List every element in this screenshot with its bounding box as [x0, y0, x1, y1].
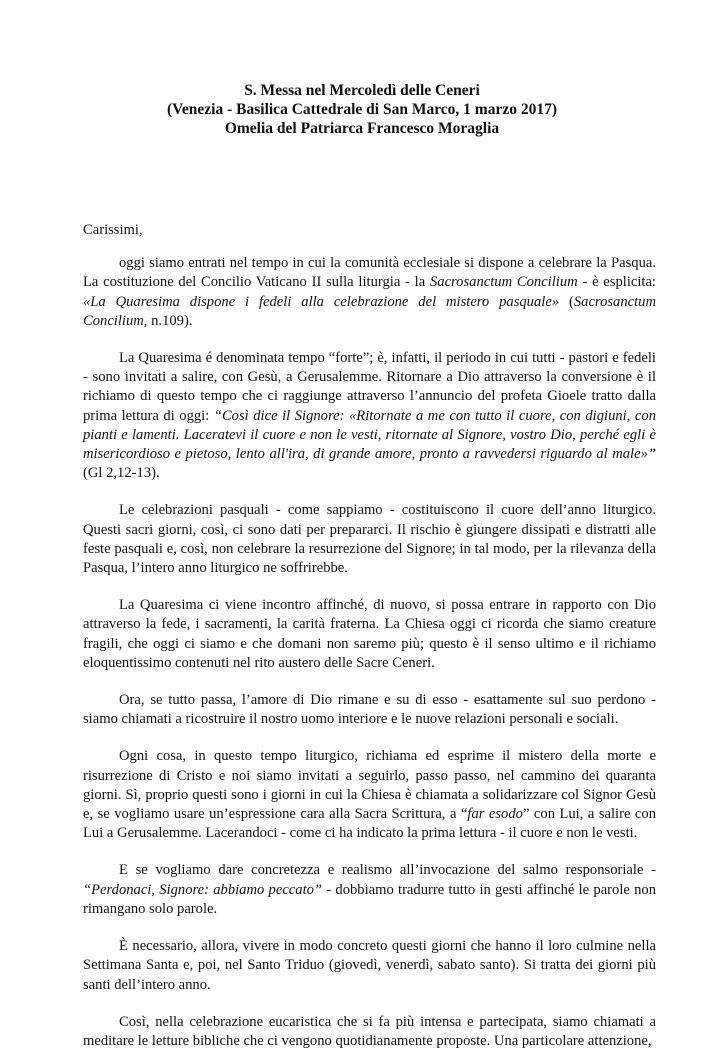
- p7-text-c: - dobbiamo tradurre tutto in gesti affinché le parole non rimangano solo parole.: [83, 881, 656, 917]
- p7-psalm-quote: “Perdonaci, Signore: abbiamo peccato”: [83, 881, 323, 898]
- p1-text-g: n.109).: [147, 312, 193, 329]
- paragraph-4: La Quaresima ci viene incontro affinché, di nuovo, si possa entrare in rapporto con Dio attraverso la fede, i sacramenti, la carità fraterna. La Chiesa oggi ci ricorda che siamo creature fragili, che oggi ci siamo e che domani non saremo più; questo è il senso ultimo e il richiamo eloquentissimo contenuti nel rito austero delle Sacre Ceneri.: [83, 597, 656, 671]
- title-line-1: S. Messa nel Mercoledì delle Ceneri: [244, 82, 480, 99]
- p2-quote: “Così dice il Signore: «Ritornate a me con tutto il cuore, con digiuni, con pianti e lamenti. Laceratevi il cuore e non le vesti, ritornate al Signore, vostro Dio, perché egli è misericordioso e pietoso, lento all'ira, di grande amore, pronto a ravvedersi riguardo al male»”: [83, 407, 656, 463]
- p1-italic-f: Sacrosanctum Concilium,: [83, 293, 657, 329]
- p7-text-a: E se vogliamo dare concretezza e realismo all’invocazione del salmo responsoriale -: [119, 862, 656, 879]
- paragraph-7: [83, 861, 656, 919]
- paragraph-8: È necessario, allora, vivere in modo concreto questi giorni che hanno il loro culmine nella Settimana Santa e, poi, nel Santo Triduo (giovedì, venerdì, sabato santo). Si tratta dei giorni più santi dell’intero anno.: [83, 938, 656, 993]
- p1-text-c: - è esplicita:: [577, 274, 656, 291]
- title-line-2: (Venezia - Basilica Cattedrale di San Marco, 1 marzo 2017): [166, 101, 558, 118]
- p6-text-c: ” con Lui, a salire con Lui a Gerusalemme. Lacerandoci - come ci ha indicato la prima lettura - il cuore e non le vesti.: [83, 806, 656, 842]
- salutation: Carissimi,: [83, 222, 143, 238]
- document-title: [0, 81, 724, 138]
- title-line-3: Omelia del Patriarca Francesco Moraglia: [224, 120, 500, 137]
- paragraph-1: [83, 254, 656, 331]
- paragraph-6: [83, 747, 656, 843]
- p2-text-a: La Quaresima é denominata tempo “forte”; è, infatti, il periodo in cui tutti - pastori e fedeli - sono invitati a salire, con Gesù, a Gerusalemme. Ritornare a Dio attraverso la conversione è il richiamo di questo tempo che ci raggiunge attraverso l’annuncio del profeta Gioele tratto dalla prima lettura di oggi:: [83, 350, 656, 424]
- paragraph-2: [83, 349, 656, 483]
- p1-text-a: oggi siamo entrati nel tempo in cui la comunità ecclesiale si dispone a celebrare la Pasqua. La costituzione del Concilio Vaticano II sulla liturgia - la: [83, 255, 656, 291]
- homily-body: [83, 221, 656, 1051]
- p1-italic-d: «La Quaresima dispone i fedeli alla celebrazione del mistero pasquale»: [83, 293, 560, 310]
- paragraph-3: Le celebrazioni pasquali - come sappiamo - costituiscono il cuore dell’anno liturgico. Questi sacri giorni, così, ci sono dati per prepararci. Il rischio è giungere dissipati e distratti alle feste pasquali e, così, non celebrare la resurrezione del Signore; in tal modo, per la rilevanza della Pasqua, l’intero anno liturgico ne soffrirebbe.: [83, 502, 656, 577]
- p1-italic-b: Sacrosanctum Concilium: [429, 274, 578, 291]
- p2-reference: (Gl 2,12-13).: [83, 465, 160, 482]
- p1-text-e: (: [559, 293, 574, 310]
- paragraph-5: Ora, se tutto passa, l’amore di Dio rimane e su di esso - esattamente sul suo perdono - siamo chiamati a ricostruire il nostro uomo interiore e le nuove relazioni personali e sociali.: [83, 692, 656, 728]
- p6-italic-b: far esodo: [467, 806, 523, 823]
- p6-text-a: Ogni cosa, in questo tempo liturgico, richiama ed esprime il mistero della morte e risurrezione di Cristo e noi siamo invitati a seguirlo, passo passo, nel cammino dei quaranta giorni. Sì, proprio questi sono i giorni in cui la Chiesa è chiamata a solidarizzare col Signor Gesù e, se vogliamo usare un’espressione cara alla Sacra Scrittura, a “: [83, 748, 656, 823]
- paragraph-9: Così, nella celebrazione eucaristica che si fa più intensa e partecipata, siamo chiamati a meditare le letture bibliche che ci vengono quotidianamente proposte. Una particolare attenzione,: [83, 1013, 656, 1049]
